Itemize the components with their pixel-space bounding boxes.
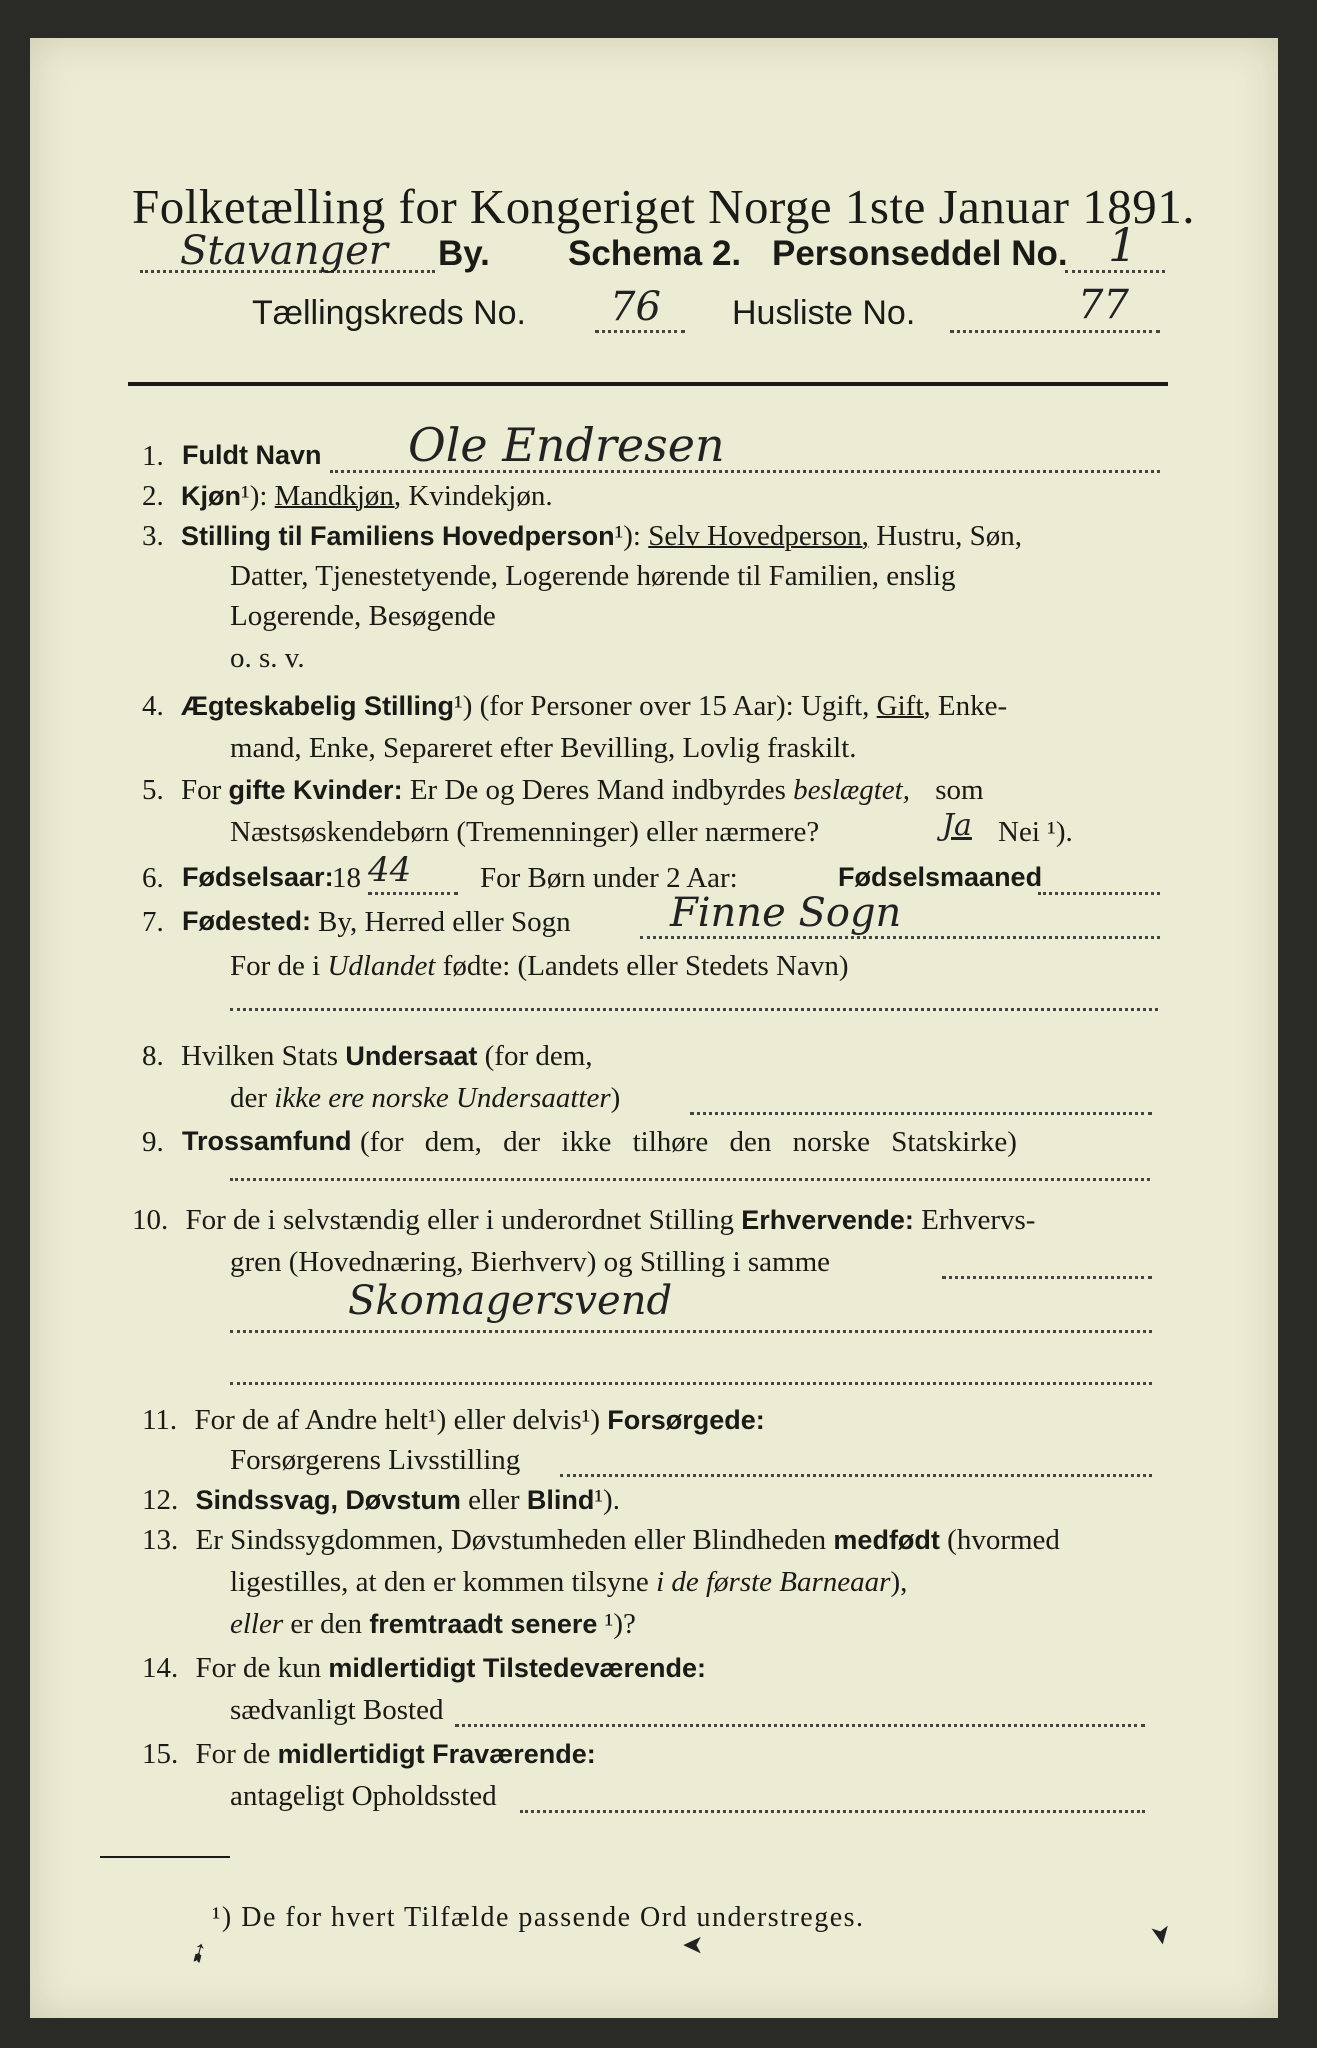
q11-pre: For de af Andre helt¹) eller delvis¹): [194, 1404, 600, 1436]
q8-dotted-line: [690, 1112, 1152, 1115]
q15-line2: antageligt Opholdssted: [230, 1780, 497, 1812]
footnote-text: ¹) De for hvert Tilfælde passende Ord understreges.: [212, 1902, 865, 1933]
census-form-page: [30, 38, 1278, 2018]
schema-label: Schema 2.: [568, 234, 742, 273]
q5-line1: [142, 774, 984, 807]
q15-line1: [142, 1738, 596, 1771]
husliste-dotted-line: [950, 330, 1160, 333]
q6-rest: For Børn under 2 Aar:: [480, 862, 738, 894]
q10-line3-dotted-line: [230, 1330, 1152, 1333]
q7-line2-pre: For de i: [230, 950, 321, 982]
name-handwritten: Ole Endresen: [408, 418, 725, 472]
q4-label: Ægteskabelig Stilling: [181, 691, 455, 721]
q9-number: 9.: [142, 1126, 164, 1158]
q13-line1: [142, 1524, 1060, 1557]
q5-label: gifte Kvinder:: [228, 775, 403, 805]
q12-label1: Sindssvag,: [195, 1485, 339, 1515]
q10-line4-dotted-line: [230, 1382, 1152, 1385]
q14-dotted-line: [455, 1724, 1145, 1727]
footnote-rule: [100, 1856, 230, 1858]
husliste-no-handwritten: 77: [1078, 282, 1129, 328]
q14-line1: [142, 1652, 706, 1685]
q11-line2: Forsørgerens Livsstilling: [230, 1444, 521, 1476]
q10-line1: [132, 1204, 1035, 1237]
q15-pre: For de: [195, 1738, 271, 1770]
q8-line2-italic: ikke ere norske Undersaatter: [274, 1082, 611, 1114]
q7-dotted-line: [640, 936, 1160, 939]
pen-mark: ➤: [682, 1931, 704, 1960]
q10-number: 10.: [132, 1204, 169, 1236]
husliste-label: Husliste No.: [732, 294, 916, 332]
q8-line1: [142, 1040, 593, 1073]
q4-line1: [142, 690, 1007, 723]
q2-number: 2.: [142, 480, 164, 512]
q13-end: (hvormed: [947, 1524, 1060, 1556]
q6-year-dotted-line: [368, 892, 458, 895]
q8-number: 8.: [142, 1040, 164, 1072]
kreds-dotted-line: [595, 330, 685, 333]
q7-line2: [230, 950, 849, 983]
q7-number: 7.: [142, 906, 164, 938]
q13-line3-italic: eller: [230, 1608, 284, 1640]
q5-number: 5.: [142, 774, 164, 806]
q9-dotted-line: [230, 1178, 1150, 1181]
q5-pre: For: [181, 774, 222, 806]
q3-sup: ¹):: [614, 520, 641, 552]
q2-sup: ¹):: [241, 480, 268, 512]
q6-number: 6.: [142, 862, 164, 894]
q2-line: [142, 480, 553, 513]
pen-mark: ➤: [1145, 1921, 1178, 1949]
birth-year-handwritten: 44: [368, 850, 412, 890]
q7-line2-rest: fødte: (Landets eller Stedets Navn): [442, 950, 849, 982]
q14-number: 14.: [142, 1652, 179, 1684]
kreds-no-handwritten: 76: [610, 284, 661, 330]
q15-label: midlertidigt Fraværende:: [277, 1739, 596, 1769]
q5-handwritten-mark: Ja: [942, 808, 972, 843]
q4-line2: mand, Enke, Separeret efter Bevilling, Lovlig fraskilt.: [230, 732, 857, 764]
q8-pre: Hvilken Stats: [181, 1040, 339, 1072]
q2-label: Kjøn: [181, 481, 241, 511]
q13-number: 13.: [142, 1524, 179, 1556]
form-title: Folketælling for Kongeriget Norge 1ste Januar 1891.: [132, 179, 1195, 234]
q10-label: Erhvervende:: [741, 1205, 914, 1235]
q14-pre: For de kun: [195, 1652, 322, 1684]
q15-dotted-line: [520, 1810, 1145, 1813]
q10-pre: For de i selvstændig eller i underordnet Stilling: [185, 1204, 735, 1236]
q8-label: Undersaat: [345, 1041, 478, 1071]
q3-option-selv-hovedperson: Selv Hovedperson,: [648, 520, 869, 552]
q3-line1: [142, 520, 1022, 553]
q13-line2-end: ),: [890, 1566, 908, 1598]
q4-rest2: Enke-: [937, 690, 1008, 722]
q3-line2: Datter, Tjenestetyende, Logerende hørende til Familien, enslig: [230, 560, 956, 592]
q13-line3-mid: er den: [290, 1608, 363, 1640]
q3-line4: o. s. v.: [230, 642, 305, 674]
q12-label3: Blind: [526, 1485, 595, 1515]
q5-nei: Nei ¹).: [998, 816, 1073, 848]
q13-line2-italic: i de første Barneaar: [656, 1566, 891, 1598]
kreds-label: Tællingskreds No.: [252, 294, 526, 332]
q5-rest: Er De og Deres Mand indbyrdes: [409, 774, 786, 806]
q12-label2: Døvstum: [345, 1485, 461, 1515]
q6-label2: Fødselsmaaned: [838, 862, 1043, 892]
q12-eller: eller: [468, 1484, 520, 1516]
q2-option-mandkjon: Mandkjøn,: [274, 480, 402, 512]
q7-line2-italic: Udlandet: [327, 950, 436, 982]
q1-label: Fuldt Navn: [182, 440, 322, 470]
q8-rest: (for dem,: [484, 1040, 593, 1072]
q2-option-kvindekjon: Kvindekjøn.: [408, 480, 553, 512]
occupation-handwritten: Skomagersvend: [348, 1278, 673, 1324]
q10-line2: gren (Hovednæring, Bierhverv) og Stilling i samme: [230, 1246, 831, 1278]
personseddel-label: Personseddel No.: [772, 234, 1068, 273]
q13-line3-end: ¹)?: [604, 1608, 636, 1640]
q12-end: ¹).: [594, 1484, 620, 1516]
q4-option-gift: Gift,: [876, 690, 931, 722]
q6-label: Fødselsaar:: [182, 862, 334, 892]
q13-line2: [230, 1566, 907, 1599]
q4-number: 4.: [142, 690, 164, 722]
pen-mark: ➹: [181, 1934, 216, 1971]
header-divider: [128, 382, 1168, 386]
q7-rest: By, Herred eller Sogn: [318, 906, 571, 938]
q13-line3-label: fremtraadt senere: [369, 1609, 598, 1639]
q13-label: medfødt: [833, 1525, 940, 1555]
q13-line2-pre: ligestilles, at den er kommen tilsyne: [230, 1566, 649, 1598]
by-label: By.: [438, 234, 490, 273]
person-no-handwritten: 1: [1108, 218, 1138, 272]
q3-number: 3.: [142, 520, 164, 552]
q6-month-dotted-line: [1038, 892, 1160, 895]
q5-line2: Næstsøskendebørn (Tremenninger) eller nærmere?: [230, 816, 820, 848]
q10-line2-dotted-line: [942, 1276, 1152, 1279]
city-handwritten: Stavanger: [180, 228, 388, 274]
q8-line2: [230, 1082, 620, 1115]
q11-number: 11.: [142, 1404, 178, 1436]
q5-som: som: [935, 774, 984, 806]
q8-line2-end: ): [610, 1082, 621, 1114]
q11-label: Forsørgede:: [607, 1405, 765, 1435]
q3-label: Stilling til Familiens Hovedperson: [181, 521, 615, 551]
q4-rest1: ¹) (for Personer over 15 Aar): Ugift,: [454, 690, 870, 722]
q7-label: Fødested:: [182, 906, 312, 936]
q3-line3: Logerende, Besøgende: [230, 600, 496, 632]
q14-label: midlertidigt Tilstedeværende:: [328, 1653, 706, 1683]
q11-dotted-line: [560, 1474, 1152, 1477]
q7-line3-dotted-line: [230, 1008, 1158, 1011]
q12-number: 12.: [142, 1484, 179, 1516]
q6-year-prefix: 18: [332, 862, 361, 894]
q9-label: Trossamfund: [182, 1126, 352, 1156]
q8-line2-pre: der: [230, 1082, 268, 1114]
q1-number: 1.: [142, 440, 164, 472]
q5-italic: beslægtet,: [793, 774, 910, 806]
q3-line1-rest: Hustru, Søn,: [876, 520, 1023, 552]
q15-number: 15.: [142, 1738, 179, 1770]
q10-end: Erhvervs-: [921, 1204, 1036, 1236]
q14-line2: sædvanligt Bosted: [230, 1694, 444, 1726]
q13-line3: [230, 1608, 636, 1641]
q9-rest: (for dem, der ikke tilhøre den norske Statskirke): [360, 1126, 1017, 1158]
birthplace-handwritten: Finne Sogn: [670, 890, 902, 936]
q12-line: [142, 1484, 620, 1517]
q13-pre: Er Sindssygdommen, Døvstumheden eller Blindheden: [195, 1524, 827, 1556]
q11-line1: [142, 1404, 765, 1437]
